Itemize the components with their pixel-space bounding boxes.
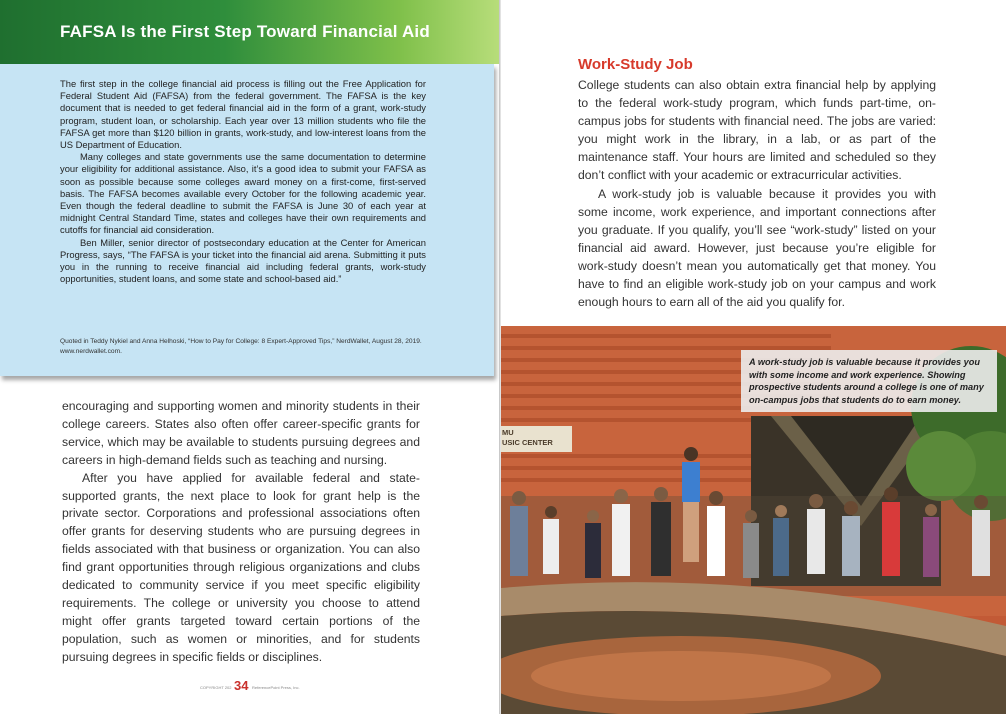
footer-copyright: COPYRIGHT 202 (200, 685, 232, 690)
sidebar-paragraph: Ben Miller, senior director of postsecondary education at the Center for American Progress, says, “The FAFSA is your ticket into the financial aid arena. Submitting it puts you in the running to receive financial aid including federal grants, work-study opportunities, student loans, and some state and school-based aid.” (60, 236, 426, 285)
page-number: 34 (234, 678, 249, 693)
body-paragraph: encouraging and supporting women and minority students in their college careers. States also often offer career-specific grants for service, which may be available to students pursuing degrees and careers in high-demand fields such as teaching and nursing. (62, 399, 420, 467)
sidebar-header (0, 0, 499, 64)
right-page (501, 0, 1006, 714)
sidebar-title: FAFSA Is the First Step Toward Financial Aid (60, 22, 430, 41)
body-paragraph: A work-study job is valuable because it provides you with some income, work experience, and important connections after you graduate. If you qualify, you’ll see “work-study” listed on your financial aid award. However, just because you’re eligible for work-study doesn’t mean you automatically get that money. You have to find an eligible work-study job on your campus and work enough hours to earn all of the aid you qualify for. (578, 186, 936, 310)
building-sign: MU USIC CENTER (501, 426, 572, 452)
campus-tour-photo (501, 326, 1006, 714)
left-page (0, 0, 499, 714)
right-body-text (578, 76, 936, 311)
body-paragraph: After you have applied for available federal and state-supported grants, the next place to look for grant help is the private sector. Corporations and professional associations often offer grants for deserving students who are pursuing degrees in fields associated with that business or organization. You can also find grant opportunities through religious organizations and clubs dedicated to community service if you meet specific eligibility requirements. The college or university you choose to attend might offer grants targeted toward certain portions of the population, such as women or minorities, and for students pursuing degrees in specific fields or disciplines. (62, 470, 420, 664)
body-paragraph: College students can also obtain extra financial help by applying to the federal work-study program, which funds part-time, on-campus jobs for students with financial need. The jobs are varied: you might work in the library, in a lab, or as part of the maintenance staff. Your hours are limited and scheduled so they don’t conflict with your academic or extracurricular activities. (578, 78, 936, 183)
sidebar-body (60, 78, 426, 285)
photo-caption: A work-study job is valuable because it provides you with some income and work experience. Showing prospective students around a college is one of many on-campus jobs that students do to earn money. (741, 350, 997, 412)
sidebar-paragraph: The first step in the college financial aid process is filling out the Free Application for Federal Student Aid (FAFSA) from the federal government. The FAFSA is the key document that is needed to get federal financial aid in the form of a grant, work-study program, student loan, or scholarship. Each year over 13 million students who file the FAFSA get more than $120 billion in grants, work-study, and low-interest loans from the US Department of Education. (60, 78, 426, 151)
footer-publisher: ReferencePoint Press, Inc. (252, 685, 300, 690)
quote-source: Quoted in Teddy Nykiel and Anna Helhoski, “How to Pay for College: 8 Expert-Approved Tips,” NerdWallet, August 28, 2019. www.nerdwallet.com. (60, 338, 422, 355)
left-body-text (62, 398, 420, 667)
section-heading: Work-Study Job (578, 56, 693, 73)
sidebar-paragraph: Many colleges and state governments use the same documentation to determine your eligibility for additional assistance. Also, it’s a good idea to submit your FAFSA as soon as possible because some colleges award money on a first-come, first-served basis. The FAFSA becomes available every October for the following academic year. Even though the federal deadline to submit the FAFSA is June 30 of each year at midnight Central Standard Time, states and colleges have their own requirements and cutoffs for financial aid consideration. (60, 151, 426, 236)
